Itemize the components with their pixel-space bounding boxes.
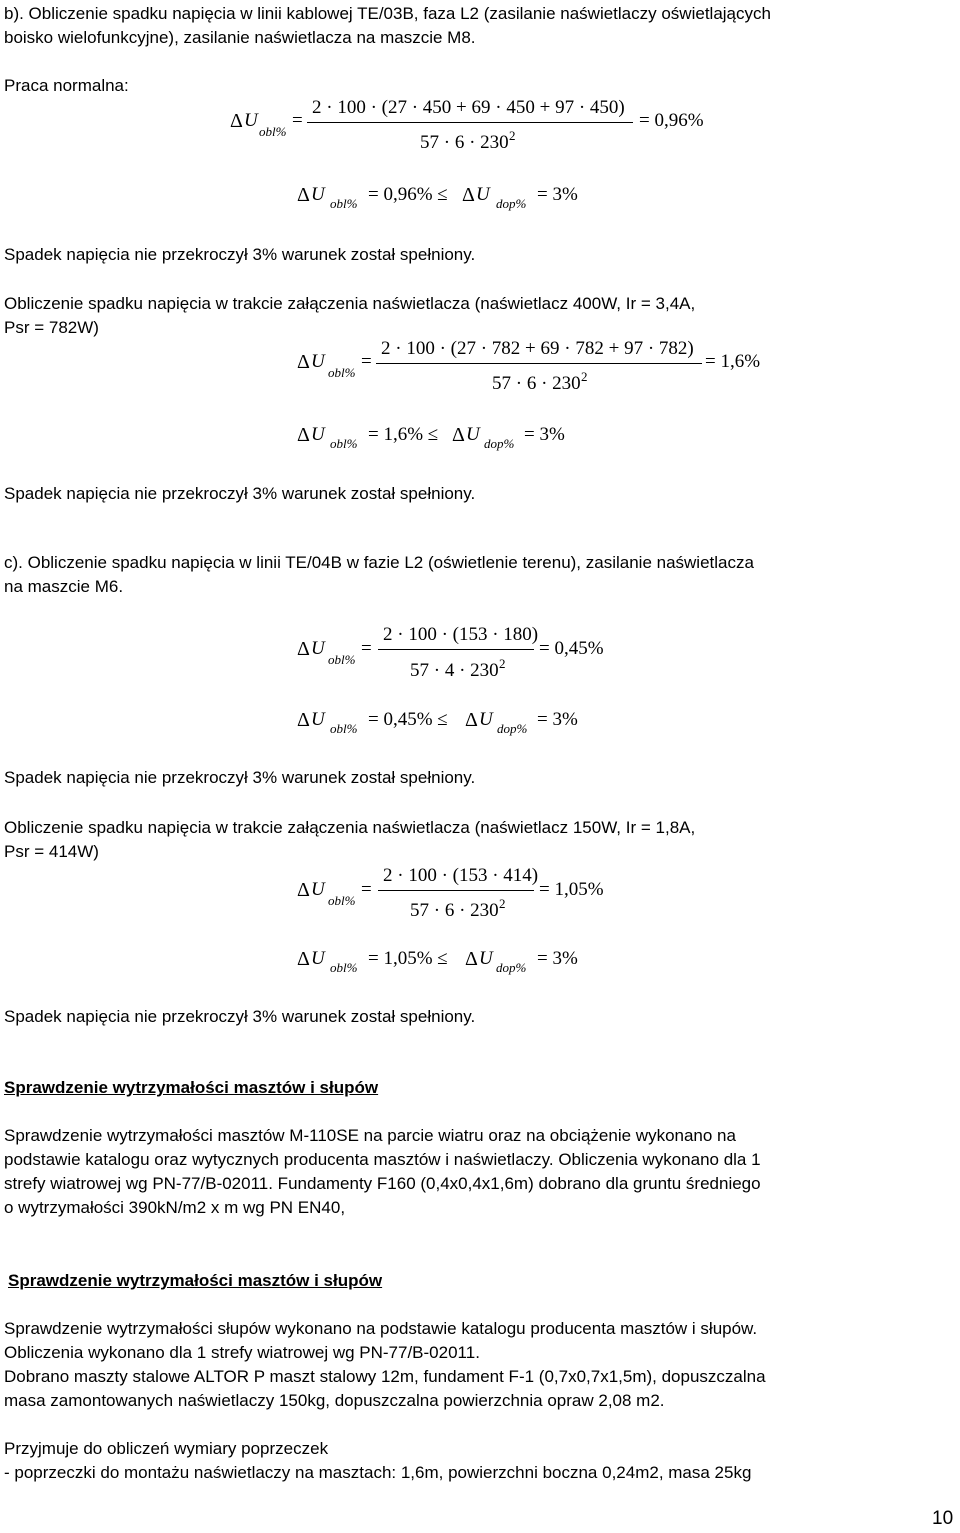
formula-4-numerator: 2 · 100 · (153 · 414) <box>383 865 539 886</box>
conclusion-1: Spadek napięcia nie przekroczył 3% warunek został spełniony. <box>4 245 476 264</box>
formula-4-lhs-sub: obl% <box>328 893 356 908</box>
formula-2-denominator-sup: 2 <box>581 369 588 384</box>
normal-operation-label: Praca normalna: <box>4 76 129 95</box>
condition-1-lhs: U <box>311 184 325 205</box>
section-b-heading-line2: boisko wielofunkcyjne), zasilanie naświetlacza na maszcie M8. <box>4 28 476 47</box>
condition-4-rhs: U <box>479 948 493 969</box>
formula-1-numerator: 2 · 100 · (27 · 450 + 69 · 450 + 97 · 450) <box>312 97 625 118</box>
delta-symbol: Δ <box>230 110 243 132</box>
formula-3-lhs: U <box>311 638 325 659</box>
condition-2-rhs: U <box>466 424 480 445</box>
condition-3-lhs-sub: obl% <box>330 721 358 736</box>
formula-3-numerator: 2 · 100 · (153 · 180) <box>383 624 539 645</box>
condition-4-lhs-sub: obl% <box>330 960 358 975</box>
condition-1-rhs-sub: dop% <box>496 196 527 211</box>
formula-3-fraction-bar <box>378 649 534 650</box>
formula-3-eq: = <box>361 638 372 659</box>
startup-text-2-line2: Psr = 414W) <box>4 842 99 861</box>
dimensions-label: Przyjmuje do obliczeń wymiary poprzeczek <box>4 1439 329 1458</box>
delta-symbol: Δ <box>452 424 465 446</box>
delta-symbol: Δ <box>462 184 475 206</box>
formula-3-result: = 0,45% <box>539 638 604 659</box>
strength-1-line1-text: Sprawdzenie wytrzymałości masztów M-110SE na parcie wiatru oraz na obciążenie wykonano na <box>4 1126 736 1145</box>
strength-heading-1: Sprawdzenie wytrzymałości masztów i słupów <box>4 1078 379 1097</box>
strength-1-line2: podstawie katalogu oraz wytycznych producenta masztów i naświetlaczy. Obliczenia wykonano dla 1 <box>4 1150 761 1169</box>
startup-text-1-line2: Psr = 782W) <box>4 318 99 337</box>
condition-4-value: = 1,05% ≤ <box>368 948 448 969</box>
formula-2-lhs-sub: obl% <box>328 365 356 380</box>
formula-3-lhs-sub: obl% <box>328 652 356 667</box>
condition-4-lhs: U <box>311 948 325 969</box>
formula-1-result: = 0,96% <box>639 110 704 131</box>
condition-1-lhs-sub: obl% <box>330 196 358 211</box>
formula-4-denominator-sup: 2 <box>499 896 506 911</box>
conclusion-2: Spadek napięcia nie przekroczył 3% warunek został spełniony. <box>4 484 476 503</box>
condition-3-lhs: U <box>311 709 325 730</box>
section-c-heading-line2: na maszcie M6. <box>4 577 124 596</box>
delta-symbol: Δ <box>297 709 310 731</box>
condition-4-end: = 3% <box>537 948 578 969</box>
formula-1-denominator-sup: 2 <box>509 128 516 143</box>
condition-3-rhs-sub: dop% <box>497 721 528 736</box>
formula-4-lhs: U <box>311 879 325 900</box>
startup-text-1-line1-text: Obliczenie spadku napięcia w trakcie załączenia naświetlacza (naświetlacz 400W, Ir = 3,4A, <box>4 294 696 313</box>
formula-2-eq: = <box>361 351 372 372</box>
condition-3-value: = 0,45% ≤ <box>368 709 448 730</box>
strength-1-line4: o wytrzymałości 390kN/m2 x m wg PN EN40, <box>4 1198 346 1217</box>
delta-symbol: Δ <box>465 709 478 731</box>
delta-symbol: Δ <box>297 948 310 970</box>
delta-symbol: Δ <box>297 424 310 446</box>
condition-2-end: = 3% <box>524 424 565 445</box>
condition-4-rhs-sub: dop% <box>496 960 527 975</box>
condition-2-lhs: U <box>311 424 325 445</box>
formula-4-fraction-bar <box>378 890 534 891</box>
condition-1-value: = 0,96% ≤ <box>368 184 448 205</box>
dimensions-list-item: - poprzeczki do montażu naświetlaczy na masztach: 1,6m, powierzchni boczna 0,24m2, masa 25kg <box>4 1463 752 1482</box>
condition-2-value: = 1,6% ≤ <box>368 424 439 445</box>
strength-heading-2: Sprawdzenie wytrzymałości masztów i słupów <box>8 1271 383 1290</box>
formula-2-result: = 1,6% <box>705 351 761 372</box>
strength-2-line2: Obliczenia wykonano dla 1 strefy wiatrowej wg PN-77/B-02011. <box>4 1343 480 1362</box>
conclusion-4: Spadek napięcia nie przekroczył 3% warunek został spełniony. <box>4 1007 476 1026</box>
delta-symbol: Δ <box>465 948 478 970</box>
formula-2-lhs: U <box>311 351 325 372</box>
delta-symbol: Δ <box>297 184 310 206</box>
formula-1-fraction-bar <box>307 122 633 123</box>
section-c-heading-line1 <box>4 551 952 575</box>
formula-4-result: = 1,05% <box>539 879 604 900</box>
delta-symbol: Δ <box>297 879 310 901</box>
delta-symbol: Δ <box>297 351 310 373</box>
delta-symbol: Δ <box>297 638 310 660</box>
formula-1-lhs: U <box>244 110 258 131</box>
formula-3-denominator-sup: 2 <box>499 656 506 671</box>
startup-text-1-line1 <box>4 292 952 316</box>
strength-2-line4: masa zamontowanych naświetlaczy 150kg, dopuszczalna powierzchnia opraw 2,08 m2. <box>4 1391 665 1410</box>
section-b-heading-line1: b). Obliczenie spadku napięcia w linii kablowej TE/03B, faza L2 (zasilanie naświetlaczy oświetlających <box>4 4 771 23</box>
formula-4-eq: = <box>361 879 372 900</box>
strength-1-line1 <box>4 1124 944 1148</box>
formula-2-denominator: 57 · 6 · 230 <box>492 373 581 394</box>
formula-2-fraction-bar <box>376 363 702 364</box>
formula-4-denominator: 57 · 6 · 230 <box>410 900 499 921</box>
formula-3-denominator: 57 · 4 · 230 <box>410 660 499 681</box>
strength-2-line1: Sprawdzenie wytrzymałości słupów wykonano na podstawie katalogu producenta masztów i słupów. <box>4 1319 758 1338</box>
condition-3-end: = 3% <box>537 709 578 730</box>
condition-3-rhs: U <box>479 709 493 730</box>
strength-1-line3: strefy wiatrowej wg PN-77/B-02011. Fundamenty F160 (0,4x0,4x1,6m) dobrano dla gruntu średniego <box>4 1174 761 1193</box>
formula-1-eq: = <box>292 110 303 131</box>
condition-2-rhs-sub: dop% <box>484 436 515 451</box>
formula-1-lhs-sub: obl% <box>259 124 287 139</box>
page-number: 10 <box>932 1508 954 1529</box>
conclusion-3: Spadek napięcia nie przekroczył 3% warunek został spełniony. <box>4 768 476 787</box>
condition-2-lhs-sub: obl% <box>330 436 358 451</box>
condition-1-end: = 3% <box>537 184 578 205</box>
startup-text-2-line1 <box>4 816 952 840</box>
section-c-heading-line1-text: c). Obliczenie spadku napięcia w linii TE/04B w fazie L2 (oświetlenie terenu), zasilanie naświetlacza <box>4 553 754 572</box>
condition-1-rhs: U <box>476 184 490 205</box>
startup-text-2-line1-text: Obliczenie spadku napięcia w trakcie załączenia naświetlacza (naświetlacz 150W, Ir = 1,8A, <box>4 818 696 837</box>
strength-2-line3: Dobrano maszty stalowe ALTOR P maszt stalowy 12m, fundament F-1 (0,7x0,7x1,5m), dopuszczalna <box>4 1367 766 1386</box>
formula-1-denominator: 57 · 6 · 230 <box>420 132 509 153</box>
formula-2-numerator: 2 · 100 · (27 · 782 + 69 · 782 + 97 · 782) <box>381 338 694 359</box>
